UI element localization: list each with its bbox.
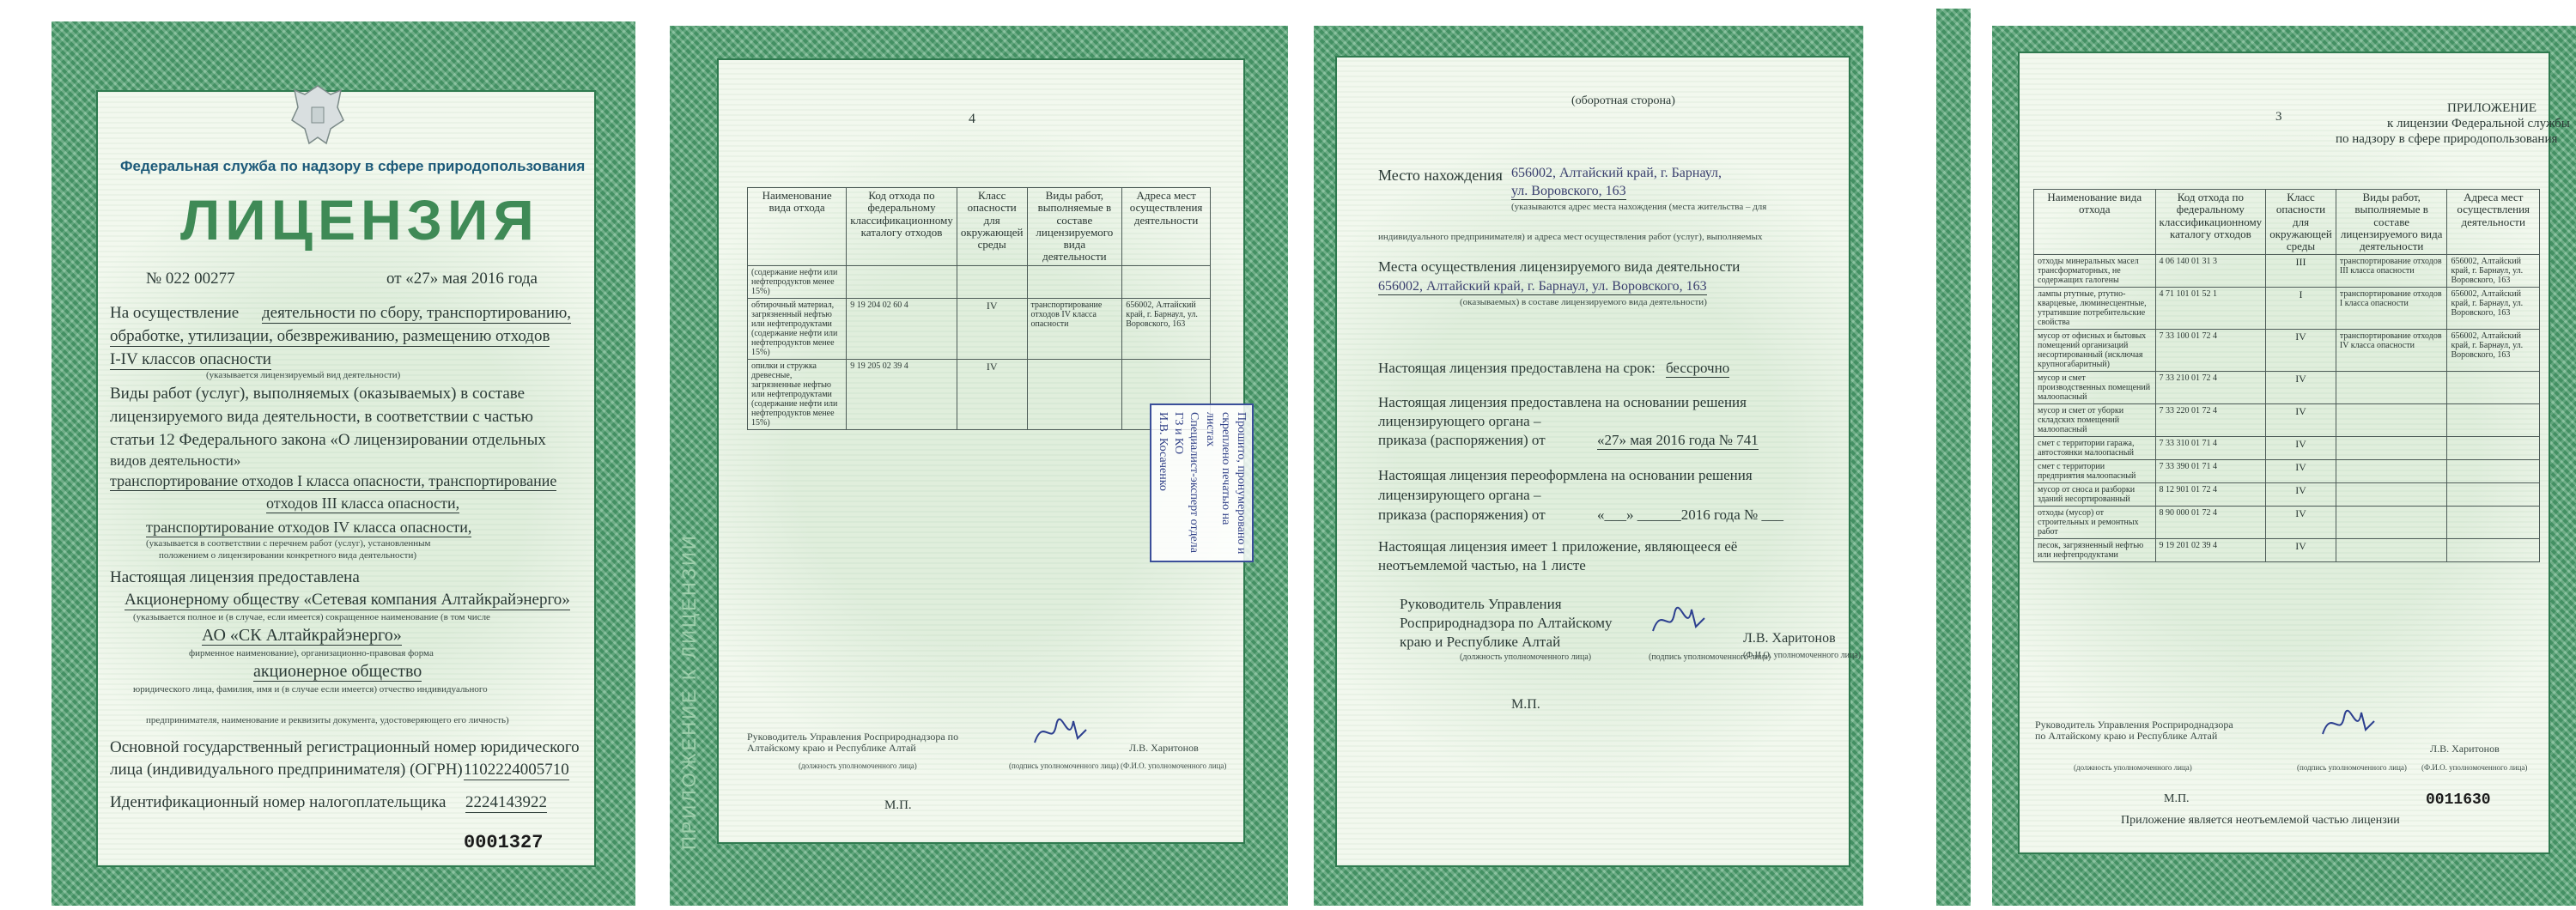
cell-code: 7 33 210 01 72 4 — [2155, 372, 2266, 404]
cell-class: IV — [2266, 507, 2336, 539]
cell-waste-name: мусор и смет от уборки складских помещений малоопасный — [2034, 404, 2156, 437]
annex-table-page-4 — [747, 187, 1211, 430]
cell-works — [2336, 404, 2447, 437]
cell-works — [2336, 539, 2447, 562]
cell-waste-name: песок, загрязненный нефтью или нефтепродуктами — [2034, 539, 2156, 562]
granted-caption: (указывается полное и (в случае, если имеется) сокращенное наименование (в том числе — [133, 612, 490, 622]
binding-stamp — [1150, 403, 1254, 562]
works-line-3: статьи 12 Федерального закона «О лицензировании отдельных — [110, 431, 546, 449]
col-header-address: Адреса мест осуществления деятельности — [1122, 188, 1211, 266]
table-row — [748, 265, 1211, 298]
annex-page-3 — [1992, 26, 2576, 906]
cell-code: 4 71 101 01 52 1 — [2155, 288, 2266, 330]
sign-caption: (подпись уполномоченного лица) — [1649, 652, 1771, 662]
cell-class: IV — [957, 359, 1027, 429]
head-title-3: краю и Республике Алтай — [1400, 634, 1561, 650]
cell-class: III — [2266, 255, 2336, 288]
places-caption: (оказываемых) в составе лицензируемого вида деятельности) — [1460, 297, 1707, 307]
cell-class: IV — [2266, 539, 2336, 562]
works-line-2: лицензируемого вида деятельности, в соответствии с частью — [110, 408, 533, 426]
cell-class: IV — [2266, 404, 2336, 437]
short-name: АО «СК Алтайкрайэнерго» — [202, 626, 402, 645]
location-caption-2: индивидуального предпринимателя) и адреса мест осуществления работ (услуг), выполняемых — [1378, 232, 1763, 242]
cell-class: IV — [2266, 330, 2336, 372]
table-row — [2034, 372, 2540, 404]
col-header-works: Виды работ, выполняемые в составе лицензируемого вида деятельности — [1027, 188, 1122, 266]
head-title-1: Руководитель Управления — [1400, 596, 1562, 612]
cell-class: I — [2266, 288, 2336, 330]
cell-code: 4 06 140 01 31 3 — [2155, 255, 2266, 288]
inn-value: 2224143922 — [465, 793, 547, 811]
cell-works — [1027, 359, 1122, 429]
col-header-class: Класс опасности для окружающей среды — [2266, 190, 2336, 255]
works-line-4: видов деятельности» — [110, 452, 241, 469]
table-row — [2034, 507, 2540, 539]
col-header-waste-name: Наименование вида отхода — [2034, 190, 2156, 255]
ogrn-label-1: Основной государственный регистрационный номер юридического — [110, 738, 580, 756]
annex-title-3: по надзору в сфере природопользования — [2336, 132, 2558, 146]
col-header-code: Код отхода по федеральному классификационному каталогу отходов — [847, 188, 957, 266]
head-title-2: Росприроднадзора по Алтайскому — [1400, 615, 1613, 631]
col-header-address: Адреса мест осуществления деятельности — [2447, 190, 2540, 255]
cell-address — [1122, 265, 1211, 298]
works-caption-1: (указывается в соответствии с перечнем работ (услуг), установленным — [146, 538, 431, 549]
activity-label: На осуществление — [110, 304, 240, 322]
ogrn-label-2: лица (индивидуального предпринимателя) (ОГРН) — [110, 761, 463, 779]
appendix-line-2: неотъемлемой частью, на 1 листе — [1378, 557, 1586, 573]
license-number: № 022 00277 — [146, 270, 235, 288]
stamp-line: Специалист-эксперт отдела — [1188, 412, 1201, 553]
cell-works — [2336, 437, 2447, 460]
activity-line-3: I-IV классов опасности — [110, 350, 271, 368]
cell-waste-name: (содержание нефти или нефтепродуктов менее 15%) — [748, 265, 847, 298]
head-caption: (должность уполномоченного лица) — [1460, 652, 1592, 662]
license-date: от «27» мая 2016 года — [386, 270, 538, 288]
appendix-line-1: Настоящая лицензия имеет 1 приложение, являющееся её — [1378, 538, 1738, 555]
back-side-label: (оборотная сторона) — [1571, 94, 1675, 107]
cell-code: 7 33 390 01 71 4 — [2155, 460, 2266, 483]
location-value-1: 656002, Алтайский край, г. Барнаул, — [1511, 166, 1722, 180]
cell-address: 656002, Алтайский край, г. Барнаул, ул. Воровского, 163 — [2447, 255, 2540, 288]
ogrn-value: 1102224005710 — [464, 761, 569, 779]
reissue-date: «___» ______2016 года № ___ — [1597, 507, 1783, 523]
table-row — [748, 298, 1211, 359]
cell-waste-name: отходы минеральных масел трансформаторных, не содержащих галогены — [2034, 255, 2156, 288]
granted-label: Настоящая лицензия предоставлена — [110, 568, 360, 586]
cell-class: IV — [2266, 483, 2336, 507]
legal-form-caption-2: предпринимателя, наименование и реквизиты документа, удостоверяющего его личность) — [146, 715, 509, 725]
cell-class: IV — [2266, 372, 2336, 404]
annex-side-text: ПРИЛОЖЕНИЕ К ЛИЦЕНЗИИ — [678, 533, 700, 850]
cell-waste-name: отходы (мусор) от строительных и ремонтных работ — [2034, 507, 2156, 539]
table-row — [748, 359, 1211, 429]
annex-page-3-edge — [1936, 9, 1971, 906]
cell-waste-name: обтирочный материал, загрязненный нефтью или нефтепродуктами (содержание нефти или нефтепродуктов менее 15%) — [748, 298, 847, 359]
signer-name: Л.В. Харитонов — [2430, 743, 2500, 755]
cell-address — [2447, 437, 2540, 460]
signature-icon — [1030, 713, 1091, 751]
works-line-6: отходов III класса опасности, — [266, 494, 460, 512]
cell-works — [2336, 460, 2447, 483]
works-line-5: транспортирование отходов I класса опасности, транспортирование — [110, 472, 557, 489]
stamp-line: И.В. Косаченко — [1157, 412, 1170, 491]
annex-page-4 — [670, 26, 1288, 906]
places-label: Места осуществления лицензируемого вида деятельности — [1378, 258, 1741, 275]
signer-caption-position: (должность уполномоченного лица) — [2074, 763, 2192, 772]
table-row — [2034, 288, 2540, 330]
page-number-3: 3 — [2275, 110, 2282, 124]
cell-waste-name: мусор и смет производственных помещений малоопасный — [2034, 372, 2156, 404]
places-value: 656002, Алтайский край, г. Барнаул, ул. Воровского, 163 — [1378, 279, 1707, 294]
stamp-line: ГЗ и КО — [1172, 412, 1186, 455]
cell-address: 656002, Алтайский край, г. Барнаул, ул. Воровского, 163 — [2447, 288, 2540, 330]
cell-address — [2447, 460, 2540, 483]
signer-title: Руководитель Управления Росприроднадзора по Алтайскому краю и Республике Алтай — [2035, 719, 2233, 743]
cell-code: 9 19 205 02 39 4 — [847, 359, 957, 429]
annex-title-2: к лицензии Федеральной службы — [2387, 117, 2570, 130]
annex-table-page-3 — [2033, 189, 2540, 562]
table-row — [2034, 460, 2540, 483]
cell-works — [2336, 507, 2447, 539]
page-number-4: 4 — [969, 112, 975, 126]
cell-waste-name: смет с территории предприятия малоопасный — [2034, 460, 2156, 483]
works-line-7: транспортирование отходов IV класса опасности, — [146, 519, 472, 536]
short-name-caption: фирменное наименование), организационно-правовая форма — [189, 648, 434, 658]
table-row — [2034, 404, 2540, 437]
table-row — [2034, 255, 2540, 288]
cell-code: 9 19 204 02 60 4 — [847, 298, 957, 359]
cell-works: транспортирование отходов III класса опасности — [2336, 255, 2447, 288]
cell-address — [2447, 539, 2540, 562]
cell-works: транспортирование отходов I класса опасности — [2336, 288, 2447, 330]
cell-waste-name: опилки и стружка древесные, загрязненные нефтью или нефтепродуктами (содержание нефти или нефтепродуктов менее 15%) — [748, 359, 847, 429]
seal-placeholder: М.П. — [884, 798, 912, 812]
signer-caption-signature: (подпись уполномоченного лица) — [2297, 763, 2407, 772]
seal-placeholder: М.П. — [1511, 697, 1540, 712]
cell-works — [2336, 372, 2447, 404]
basis-line-3: приказа (распоряжения) от — [1378, 432, 1546, 448]
signature-icon — [2318, 704, 2379, 743]
stamp-line: скреплено печатью на — [1218, 412, 1232, 525]
cell-class — [957, 265, 1027, 298]
granted-to: Акционерному обществу «Сетевая компания Алтайкрайэнерго» — [125, 591, 570, 609]
col-header-waste-name: Наименование вида отхода — [748, 188, 847, 266]
term-value: бессрочно — [1666, 360, 1730, 376]
cell-code: 7 33 220 01 72 4 — [2155, 404, 2266, 437]
license-front-page — [52, 21, 635, 906]
annex-title-1: ПРИЛОЖЕНИЕ — [2447, 101, 2537, 115]
cell-code — [847, 265, 957, 298]
legal-form-caption: юридического лица, фамилия, имя и (в случае если имеется) отчество индивидуального — [133, 684, 488, 695]
reissue-line-3: приказа (распоряжения) от — [1378, 507, 1546, 523]
seal-placeholder: М.П. — [2164, 792, 2190, 805]
col-header-works: Виды работ, выполняемые в составе лицензируемого вида деятельности — [2336, 190, 2447, 255]
license-back-page — [1314, 26, 1863, 906]
cell-class: IV — [957, 298, 1027, 359]
cell-waste-name: мусор от сноса и разборки зданий несортированный — [2034, 483, 2156, 507]
signer-name: Л.В. Харитонов — [1129, 742, 1199, 754]
signer-caption-position: (должность уполномоченного лица) — [799, 761, 917, 770]
head-name-caption: (Ф.И.О. уполномоченного лица) — [1743, 651, 1862, 660]
activity-line-2: обработке, утилизации, обезвреживанию, размещению отходов — [110, 327, 550, 345]
cell-code: 7 33 310 01 71 4 — [2155, 437, 2266, 460]
signer-caption-name: (Ф.И.О. уполномоченного лица) — [2421, 763, 2528, 772]
head-name: Л.В. Харитонов — [1743, 631, 1836, 646]
reissue-line-2: лицензирующего органа – — [1378, 487, 1541, 503]
signer-caption-name: (Ф.И.О. уполномоченного лица) — [1121, 761, 1227, 770]
basis-line-2: лицензирующего органа – — [1378, 413, 1541, 429]
basis-line-1: Настоящая лицензия предоставлена на основании решения — [1378, 394, 1747, 410]
cell-code: 8 12 901 01 72 4 — [2155, 483, 2266, 507]
stamp-line: листах — [1203, 412, 1217, 447]
annex-footer: Приложение является неотъемлемой частью лицензии — [2121, 814, 2400, 827]
works-caption-2: положением о лицензировании конкретного вида деятельности) — [159, 550, 417, 561]
activity-line-1: деятельности по сбору, транспортированию, — [262, 304, 572, 322]
cell-address — [2447, 404, 2540, 437]
cell-waste-name: мусор от офисных и бытовых помещений организаций несортированный (исключая крупногабаритный) — [2034, 330, 2156, 372]
location-value-2: ул. Воровского, 163 — [1511, 184, 1626, 198]
cell-address — [2447, 507, 2540, 539]
cell-address — [2447, 483, 2540, 507]
legal-form: акционерное общество — [253, 662, 422, 681]
cell-class: IV — [2266, 460, 2336, 483]
table-row — [2034, 437, 2540, 460]
serial-number: 0011630 — [2426, 792, 2491, 809]
col-header-code: Код отхода по федеральному классификационному каталогу отходов — [2155, 190, 2266, 255]
works-line-1: Виды работ (услуг), выполняемых (оказываемых) в составе — [110, 385, 526, 403]
cell-code: 9 19 201 02 39 4 — [2155, 539, 2266, 562]
signature-icon — [1649, 601, 1709, 640]
cell-code: 8 90 000 01 72 4 — [2155, 507, 2266, 539]
cell-works — [1027, 265, 1122, 298]
inn-label: Идентификационный номер налогоплательщика — [110, 793, 447, 811]
basis-date: «27» мая 2016 года № 741 — [1597, 432, 1759, 448]
table-row — [2034, 539, 2540, 562]
cell-code: 7 33 100 01 72 4 — [2155, 330, 2266, 372]
signer-title: Руководитель Управления Росприроднадзора по Алтайскому краю и Республике Алтай — [747, 731, 959, 755]
term-label: Настоящая лицензия предоставлена на срок: — [1378, 360, 1656, 376]
activity-caption: (указывается лицензируемый вид деятельности) — [206, 370, 401, 380]
reissue-line-1: Настоящая лицензия переоформлена на основании решения — [1378, 467, 1753, 483]
table-row — [2034, 483, 2540, 507]
serial-number: 0001327 — [464, 832, 544, 853]
agency-name: Федеральная служба по надзору в сфере природопользования — [120, 158, 586, 174]
location-label: Место нахождения — [1378, 167, 1503, 184]
cell-waste-name: лампы ртутные, ртутно-кварцевые, люминесцентные, утратившие потребительские свойства — [2034, 288, 2156, 330]
cell-address: 656002, Алтайский край, г. Барнаул, ул. Воровского, 163 — [1122, 298, 1211, 359]
cell-works: транспортирование отходов IV класса опасности — [1027, 298, 1122, 359]
cell-works — [2336, 483, 2447, 507]
cell-class: IV — [2266, 437, 2336, 460]
document-title: ЛИЦЕНЗИЯ — [180, 188, 539, 252]
coat-of-arms-icon — [288, 82, 348, 150]
cell-waste-name: смет с территории гаража, автостоянки малоопасный — [2034, 437, 2156, 460]
stamp-line: Прошито, пронумеровано и — [1235, 412, 1248, 555]
cell-address — [2447, 372, 2540, 404]
table-row — [2034, 330, 2540, 372]
signer-caption-signature: (подпись уполномоченного лица) — [1009, 761, 1119, 770]
col-header-class: Класс опасности для окружающей среды — [957, 188, 1027, 266]
location-caption: (указываются адрес места нахождения (места жительства – для — [1511, 202, 1767, 212]
cell-address: 656002, Алтайский край, г. Барнаул, ул. Воровского, 163 — [2447, 330, 2540, 372]
cell-works: транспортирование отходов IV класса опасности — [2336, 330, 2447, 372]
